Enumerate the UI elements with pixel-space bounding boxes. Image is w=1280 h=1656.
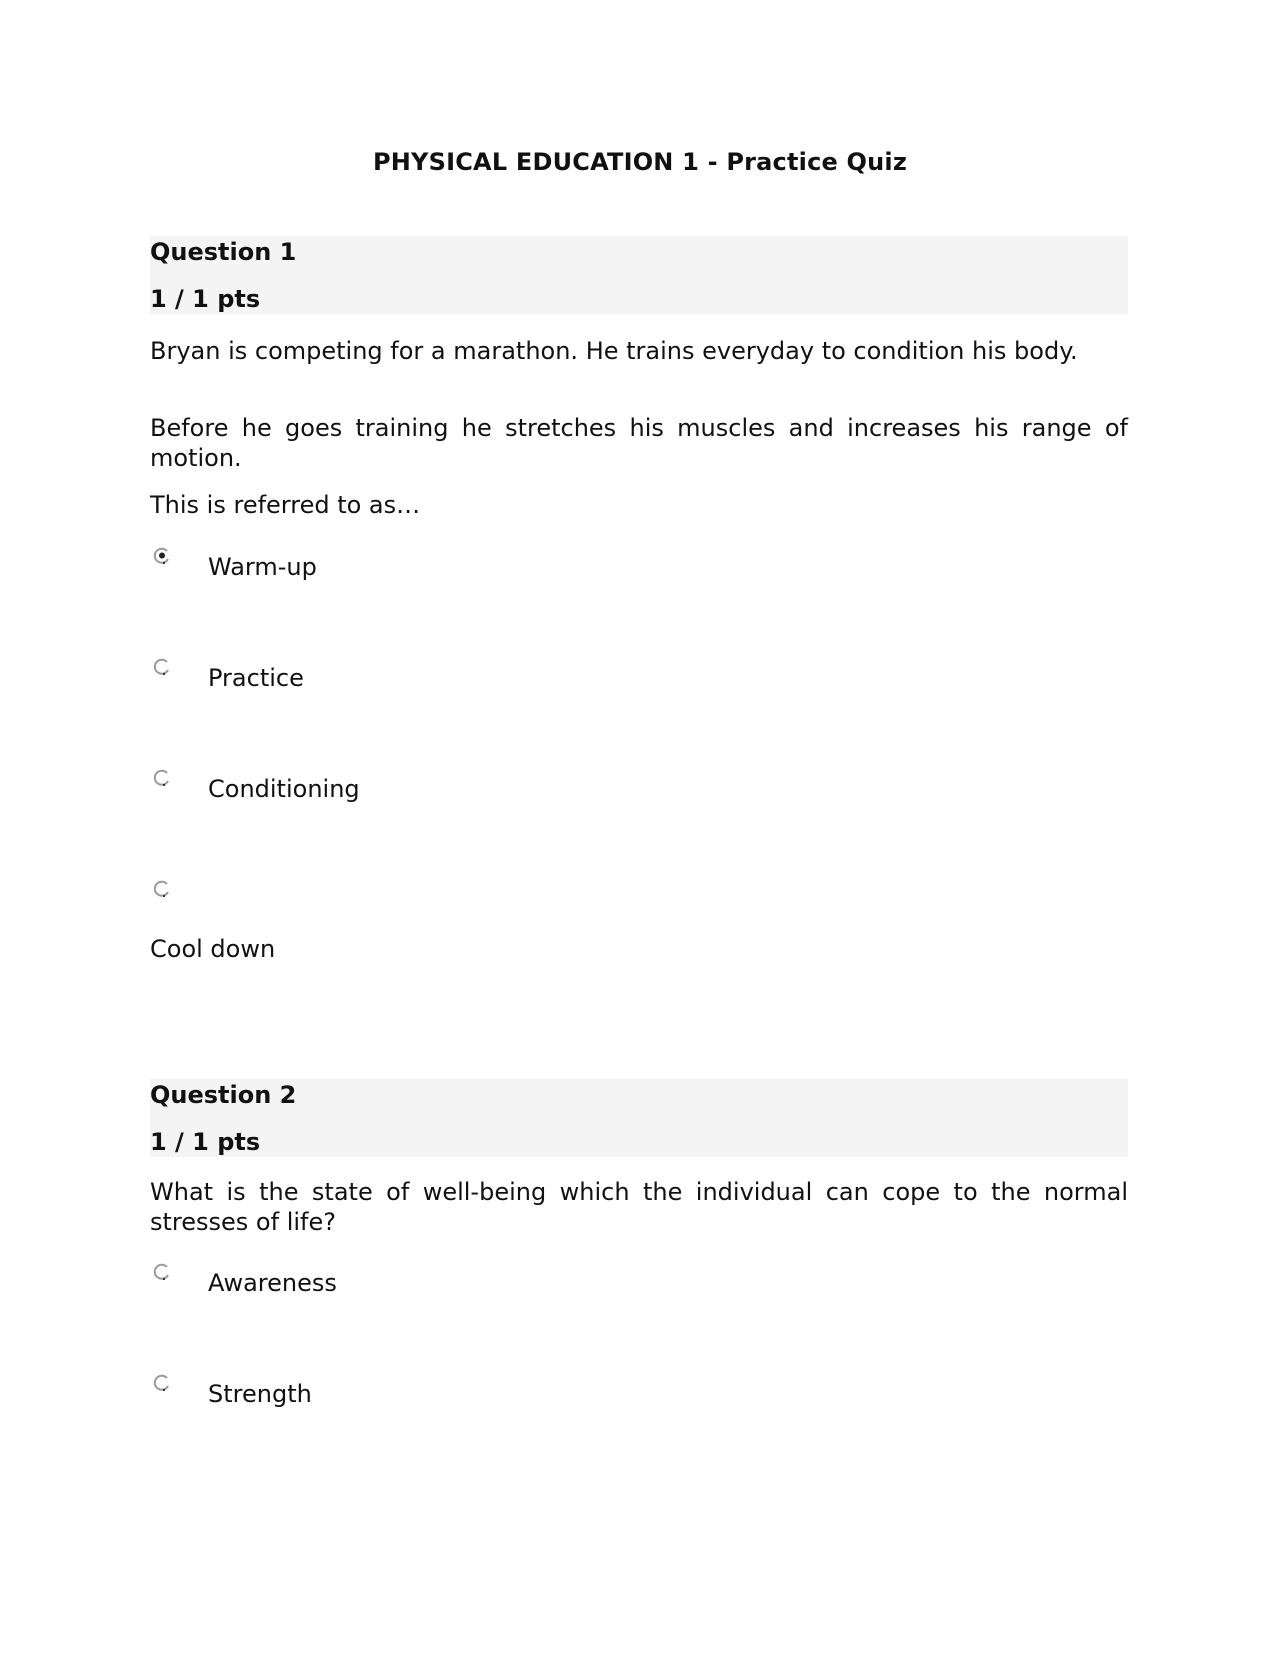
- option-strength[interactable]: Strength: [208, 1380, 312, 1408]
- radio-unselected-icon[interactable]: [153, 880, 171, 898]
- question-1-text-2: Before he goes training he stretches his muscles and increases his range of motion.: [150, 414, 1128, 472]
- question-1-heading: Question 1: [150, 238, 297, 266]
- option-awareness[interactable]: Awareness: [208, 1269, 337, 1297]
- radio-selected-icon[interactable]: [153, 547, 171, 565]
- question-1-header: [150, 236, 1128, 314]
- option-warm-up[interactable]: Warm-up: [208, 553, 317, 581]
- option-cool-down[interactable]: Cool down: [150, 935, 276, 963]
- question-1-points: 1 / 1 pts: [150, 285, 261, 313]
- page-title: PHYSICAL EDUCATION 1 - Practice Quiz: [372, 148, 908, 176]
- question-1-text-3: This is referred to as…: [150, 491, 421, 519]
- option-practice[interactable]: Practice: [208, 664, 304, 692]
- radio-unselected-icon[interactable]: [153, 1374, 171, 1392]
- question-2-points: 1 / 1 pts: [150, 1128, 261, 1156]
- question-2-header: [150, 1079, 1128, 1157]
- question-2-text-1: What is the state of well-being which the individual can cope to the normal stresses of life?: [150, 1178, 1128, 1236]
- question-2-heading: Question 2: [150, 1081, 297, 1109]
- option-conditioning[interactable]: Conditioning: [208, 775, 360, 803]
- radio-unselected-icon[interactable]: [153, 1263, 171, 1281]
- radio-unselected-icon[interactable]: [153, 769, 171, 787]
- question-1-text-1: Bryan is competing for a marathon. He trains everyday to condition his body.: [150, 337, 1078, 365]
- radio-unselected-icon[interactable]: [153, 658, 171, 676]
